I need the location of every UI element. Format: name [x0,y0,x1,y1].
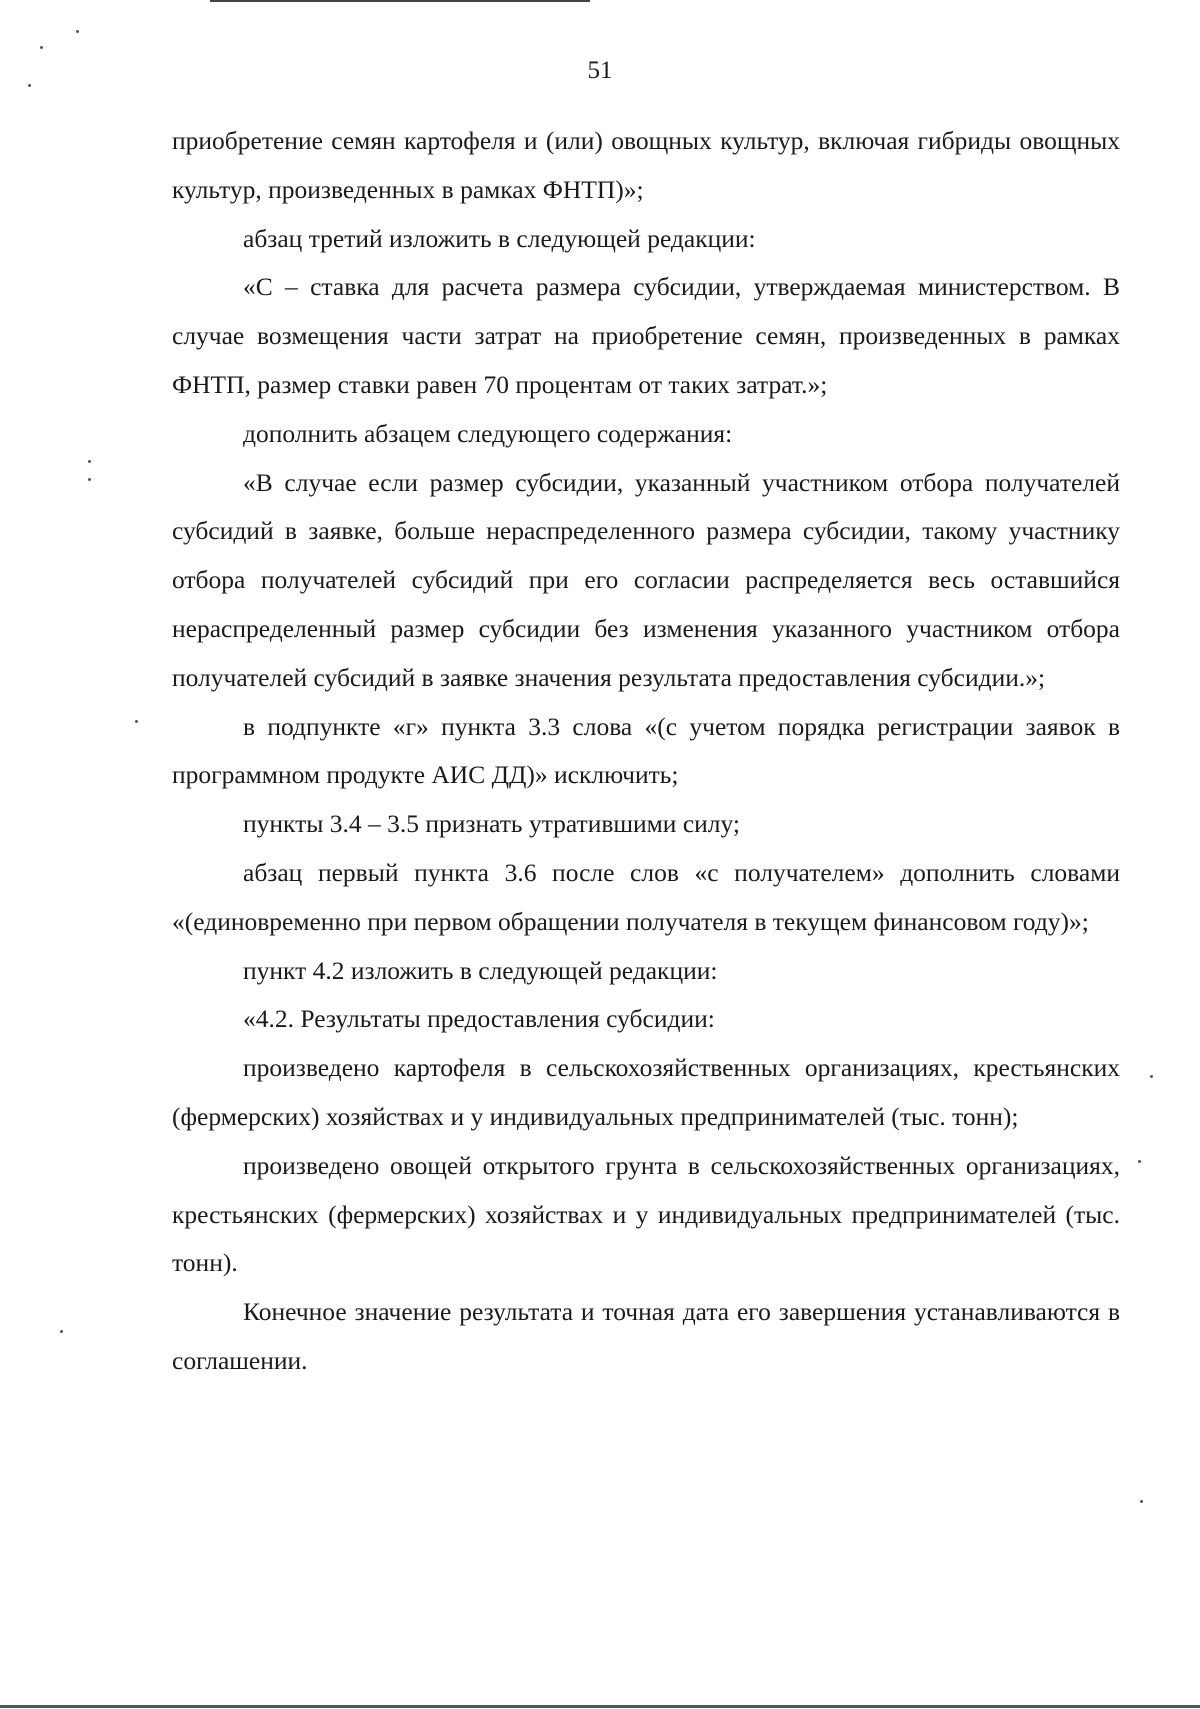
paragraph: «4.2. Результаты предоставления субсидии: [243,1004,715,1034]
paragraph: абзац первый пункта 3.6 после слов «с получателем» дополнить словами «(единовременно при первом обращении получателя в текущем финансовом году)»; [172,857,1120,936]
scan-edge-bottom [0,1705,1200,1708]
paragraph: произведено овощей открытого грунта в сельскохозяйственных организациях, крестьянских (фермерских) хозяйствах и у индивидуальных предпринимателей (тыс. тонн). [172,1150,1120,1278]
scan-speck [60,1330,63,1333]
paragraph: пункты 3.4 – 3.5 признать утратившими силу; [243,809,741,839]
scan-speck [135,720,138,723]
scan-speck [40,46,43,49]
scan-speck [88,460,91,463]
scan-edge-top [210,0,590,2]
scan-speck [1150,1075,1153,1078]
paragraph: «В случае если размер субсидии, указанный участником отбора получателей субсидий в заявке, больше нераспределенного размера субсидии, такому участнику отбора получателей субсидий при его согласии распределяется весь оставшийся нераспределенный размер субсидии без изменения указанного участником отбора получателей субсидий в заявке значения результата предоставления субсидии.»; [172,467,1120,692]
paragraph: приобретение семян картофеля и (или) овощных культур, включая гибриды овощных культур, произведенных в рамках ФНТП)»; [172,126,1120,204]
paragraph: дополнить абзацем следующего содержания: [243,418,733,448]
scan-speck [28,84,31,87]
paragraph: произведено картофеля в сельскохозяйственных организациях, крестьянских (фермерских) хозяйствах и у индивидуальных предпринимателей (тыс. тонн); [172,1053,1120,1131]
document-body [172,117,1120,1386]
paragraph: в подпункте «г» пункта 3.3 слова «(с учетом порядка регистрации заявок в программном продукте АИС ДД)» исключить; [172,711,1120,790]
scan-speck [88,478,91,481]
paragraph: Конечное значение результата и точная дата его завершения устанавливаются в соглашении. [172,1297,1120,1375]
scan-speck [1140,1500,1143,1503]
scan-speck [1138,1160,1141,1163]
paragraph: абзац третий изложить в следующей редакции: [243,223,756,253]
paragraph: пункт 4.2 изложить в следующей редакции: [243,955,718,985]
paragraph: «С – ставка для расчета размера субсидии, утверждаемая министерством. В случае возмещения части затрат на приобретение семян, произведенных в рамках ФНТП, размер ставки равен 70 процентам от таких затрат.»; [172,272,1120,399]
page-number: 51 [587,57,613,84]
scan-speck [76,30,79,33]
